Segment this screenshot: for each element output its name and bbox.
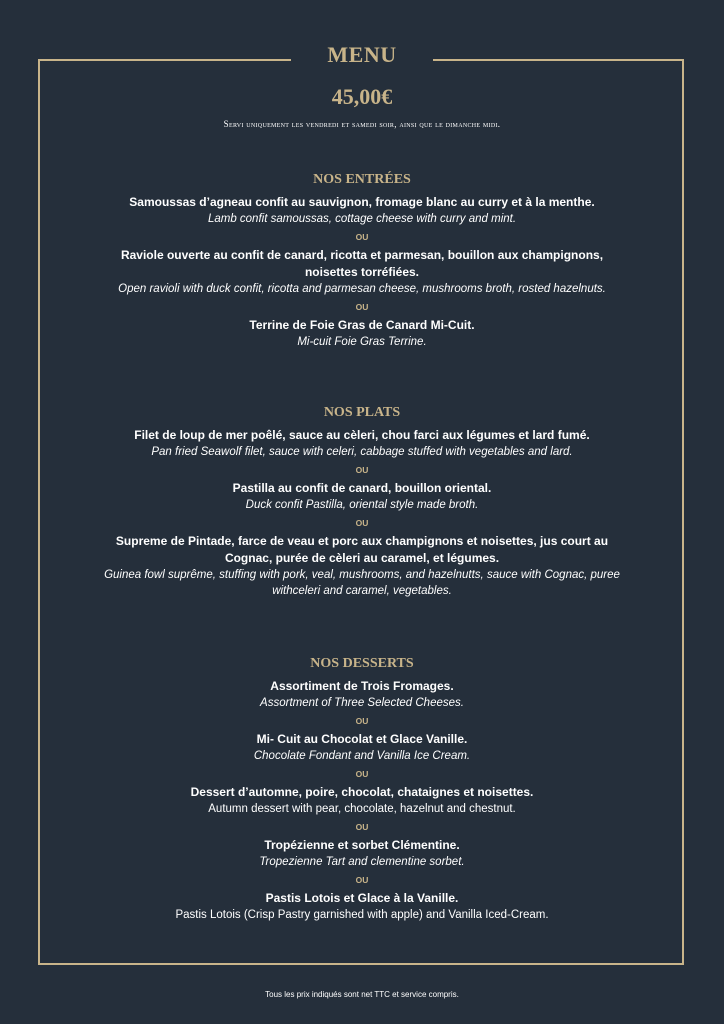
dish-fr: Mi- Cuit au Chocolat et Glace Vanille. xyxy=(256,732,468,746)
separator-ou: OU xyxy=(355,302,369,312)
dish-fr: Samoussas d’agneau confit au sauvignon, fromage blanc au curry et à la menthe. xyxy=(129,195,595,209)
dish-fr: Filet de loup de mer poêlé, sauce au cèleri, chou farci aux légumes et lard fumé. xyxy=(134,428,590,442)
section-title: NOS PLATS xyxy=(323,405,401,420)
menu-title: MENU xyxy=(291,42,432,68)
menu-note: Servi uniquement les vendredi et samedi soir, ainsi que le dimanche midi. xyxy=(223,119,501,129)
dish-fr: Assortiment de Trois Fromages. xyxy=(270,679,454,693)
separator-ou: OU xyxy=(355,518,369,528)
separator-ou: OU xyxy=(355,875,369,885)
dish-en: Chocolate Fondant and Vanilla Ice Cream. xyxy=(253,750,471,762)
separator-ou: OU xyxy=(355,716,369,726)
menu-price: 45,00€ xyxy=(331,84,393,109)
separator-ou: OU xyxy=(355,822,369,832)
footer-note: Tous les prix indiqués sont net TTC et service compris. xyxy=(265,990,459,999)
dish-en: Mi-cuit Foie Gras Terrine. xyxy=(297,336,427,348)
dish-fr: Dessert d’automne, poire, chocolat, chataignes et noisettes. xyxy=(190,785,534,799)
dish-en: Tropezienne Tart and clementine sorbet. xyxy=(259,856,465,868)
separator-ou: OU xyxy=(355,232,369,242)
dish-en: Duck confit Pastilla, oriental style made broth. xyxy=(245,499,479,511)
section-title: NOS ENTRÉES xyxy=(313,172,411,187)
dish-fr: Tropézienne et sorbet Clémentine. xyxy=(264,838,460,852)
separator-ou: OU xyxy=(355,465,369,475)
section-plats xyxy=(60,405,664,599)
dish-en: Pan fried Seawolf filet, sauce with celeri, cabbage stuffed with vegetables and lard. xyxy=(151,446,573,458)
dish-fr: Terrine de Foie Gras de Canard Mi-Cuit. xyxy=(249,318,475,332)
dish-en: Autumn dessert with pear, chocolate, hazelnut and chestnut. xyxy=(208,803,516,815)
dish-en: Guinea fowl suprême, stuffing with pork, veal, mushrooms, and hazelnutts, sauce with Cognac, puree withceleri and caramel, vegetables. xyxy=(104,569,620,597)
dish-fr: Pastilla au confit de canard, bouillon oriental. xyxy=(232,481,492,495)
section-title: NOS DESSERTS xyxy=(310,656,414,671)
section-entrees xyxy=(60,172,664,350)
dish-en: Assortment of Three Selected Cheeses. xyxy=(260,697,464,709)
dish-fr: Raviole ouverte au confit de canard, ricotta et parmesan, bouillon aux champignons, noisettes torréfiées. xyxy=(120,248,604,279)
separator-ou: OU xyxy=(355,769,369,779)
dish-en: Pastis Lotois (Crisp Pastry garnished with apple) and Vanilla Iced-Cream. xyxy=(175,909,549,921)
dish-fr: Supreme de Pintade, farce de veau et porc aux champignons et noisettes, jus court au Cognac, purée de cèleri au caramel, et légumes. xyxy=(115,534,609,565)
dish-en: Lamb confit samoussas, cottage cheese with curry and mint. xyxy=(207,213,517,225)
dish-en: Open ravioli with duck confit, ricotta and parmesan cheese, mushrooms broth, rosted hazelnuts. xyxy=(118,283,606,295)
dish-fr: Pastis Lotois et Glace à la Vanille. xyxy=(265,891,459,905)
section-desserts xyxy=(60,656,664,923)
menu-title-wrap xyxy=(0,42,724,68)
